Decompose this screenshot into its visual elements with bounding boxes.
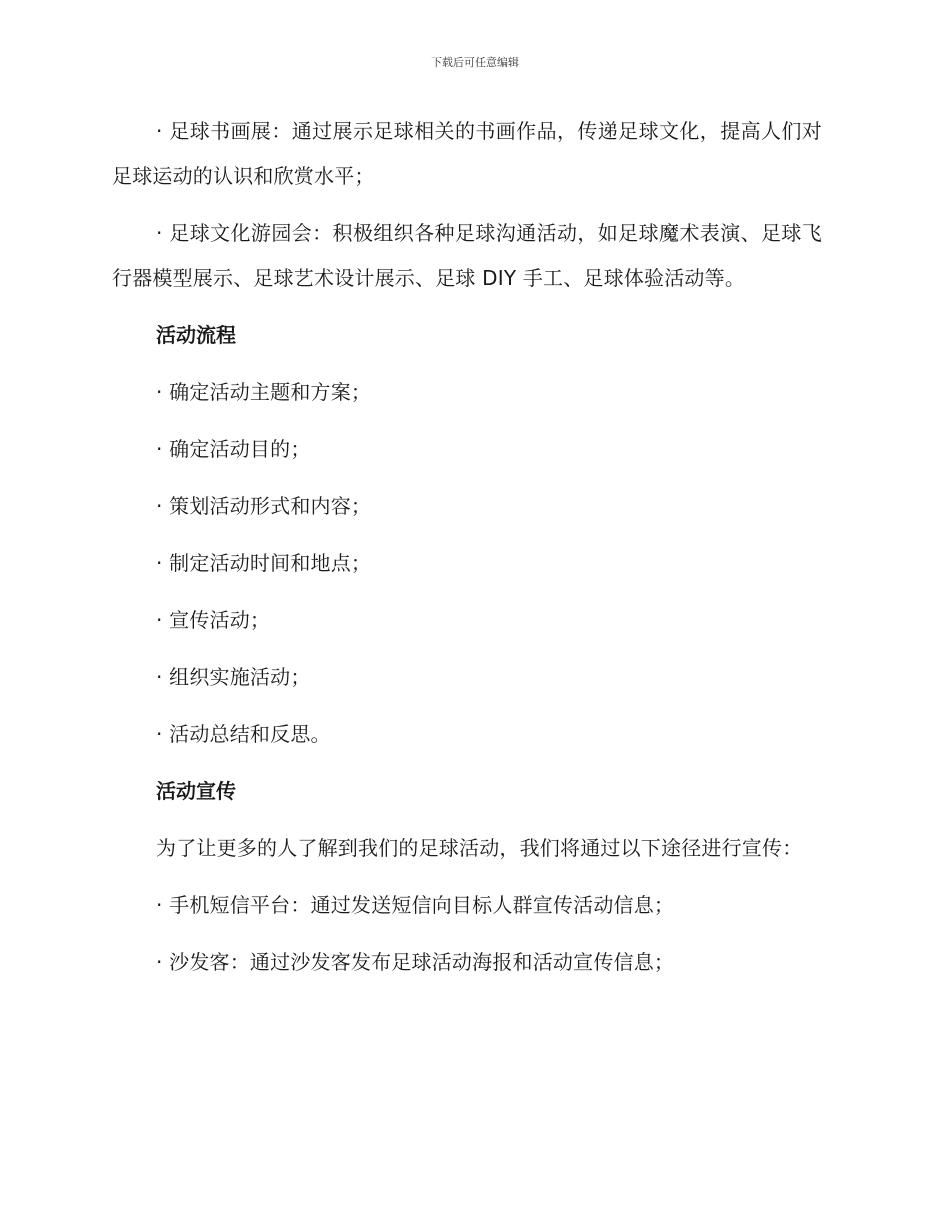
list-item: · 沙发客：通过沙发客发布足球活动海报和活动宣传信息；: [156, 950, 675, 974]
heading-activity-promotion: 活动宣传: [156, 779, 236, 803]
paragraph-promotion-intro: 为了让更多的人了解到我们的足球活动，我们将通过以下途径进行宣传：: [156, 836, 803, 860]
header-note: 下载后可任意编辑: [431, 56, 519, 69]
list-item: · 宣传活动；: [156, 608, 271, 632]
paragraph-culture-fair: · 足球文化游园会：积极组织各种足球沟通活动，如足球魔术表演、足球飞行器模型展示、足球艺术设计展示、足球 DIY 手工、足球体验活动等。: [112, 221, 822, 290]
list-item: · 策划活动形式和内容；: [156, 494, 372, 518]
document-body: [112, 109, 822, 997]
paragraph-calligraphy-exhibition: · 足球书画展：通过展示足球相关的书画作品，传递足球文化，提高人们对足球运动的认识和欣赏水平；: [112, 119, 822, 188]
list-item: · 确定活动目的；: [156, 437, 311, 461]
heading-activity-process: 活动流程: [156, 323, 236, 347]
list-item: · 活动总结和反思。: [156, 722, 331, 746]
list-item: · 手机短信平台：通过发送短信向目标人群宣传活动信息；: [156, 893, 675, 917]
list-item: · 确定活动主题和方案；: [156, 380, 372, 404]
list-item: · 制定活动时间和地点；: [156, 551, 372, 575]
list-item: · 组织实施活动；: [156, 665, 311, 689]
